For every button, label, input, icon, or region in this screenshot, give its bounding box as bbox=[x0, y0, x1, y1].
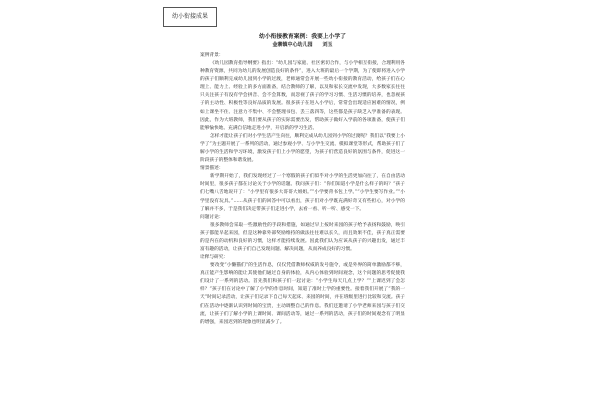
document-page bbox=[200, 33, 405, 327]
paragraph: 《幼儿园教育指导纲要》指出：“幼儿园与家庭、社区密切合作，与小学相互衔接，合理利用各种教育资源，共同为幼儿的发展创造良好的条件”，进入大班的最后一个学期，为了使即将进入小学的孩子们顺利完成幼儿园到小学的过渡，老师通常会开展一些幼小衔接的教育活动，给孩子们在心理上、能力上、经验上的多方面准备，结合教师的了解，以及和家长交流中发现，大多数家长往往只关注孩子有没有学会拼音、会不会算数，而忽视了孩子的学习习惯、生活习惯的培养，也忽视孩子的主动性、积极性等良好品质的发展。很多孩子在进入小学后，常常会出现适应困难的情况，例如上课坐不住、注意力不集中、不会整理书包、丢三落四等，这些都是孩子缺乏入学准备的表现。因此，作为大班教师，我们要从孩子的实际需要出发，帮助孩子做好入学前的各项准备，使孩子们能够愉快地、充满自信地走进小学，开启新的学习生活。 bbox=[200, 61, 405, 131]
category-tag: 幼小衔接成果 bbox=[163, 7, 217, 27]
paragraph: 怎样才能让孩子们对小学生活产生向往，顺利完成从幼儿园到小学的过渡呢？我们以“我要上小学了”为主题开展了一系列的活动，通过参观小学、与小学生交流、模拟课堂等形式，帮助孩子们了解小学的生活和学习环境，激发孩子们上小学的愿望，为孩子们营造良好的氛围与条件，促进这一阶段孩子的整体和谐发展。 bbox=[200, 133, 405, 164]
paragraph: 很多教师会采取一些激励性的手段和措施，如通过早上按时来园的孩子给予表扬和鼓励，唤引孩子都能早起来园，但是这种靠外部奖励维持的做法往往难以长久，而且效果不佳，孩子真正需要的是内在的动机和良好的习惯，这样才能持续发展。因此我们认为应该从孩子的兴趣出发，通过丰富有趣的活动，让孩子们自己发现问题、解决问题，从而养成良好的习惯。 bbox=[200, 222, 405, 252]
document-title: 幼小衔接教育案例：我要上小学了 bbox=[259, 34, 346, 40]
section-label-scenario: 情景描述： bbox=[200, 166, 224, 172]
section-label-research: 诠释与研究： bbox=[200, 255, 229, 261]
document-author: 金寨镇中心幼儿园 刘玉 bbox=[272, 42, 333, 48]
paragraph: 要改变“小懒猫们”的生活作息，仅仅凭借教师权威的发号施令，或是外界的简单激励都不够，真正能产生影响的能让其使他们通过自身的体验，从内心体验到时间观念，这个问题的思考促使我们设计了一系列的活动。首先我们和孩子们一起讨论：“小学生每天几点上学？”“上课迟到了会怎样？”孩子们在讨论中了解了小学的作息时间，知道了准时上学的重要性。接着我们开展了“我的一天”时间记录活动，让孩子们记录下自己每天起床、来园的时间，并在班级里进行比较和交流。孩子们在活动中逐渐认识到时间的宝贵，主动调整自己的作息。我们还邀请了小学老师来园与孩子们交流，让孩子们了解小学的上课时间、课间活动等，通过一系列的活动，孩子们的时间观念有了明显的增强，来园迟到的现象也明显减少了。 bbox=[200, 263, 405, 325]
paragraph: 新学期开始了，我们发现经过了一个寒假的孩子们似乎对小学的生活更加向往了，在自由活动时间里，很多孩子都在讨论关于小学的话题。我问孩子们：“你们知道小学是什么样子的吗？”孩子们七嘴八舌地说开了：“小学里有很多大哥哥大姐姐。”“小学要背书包上学。”“小学生要写作业。”“小学里没有玩具。”……从孩子们的回答中可以看出，孩子们对小学既充满好奇又有些担心，对小学的了解并不多，于是我们决定带孩子们走进小学，去看一看、听一听、感受一下。 bbox=[200, 174, 405, 212]
section-label-background: 案例背景： bbox=[200, 53, 224, 58]
section-label-discussion: 问题讨论： bbox=[200, 214, 224, 220]
